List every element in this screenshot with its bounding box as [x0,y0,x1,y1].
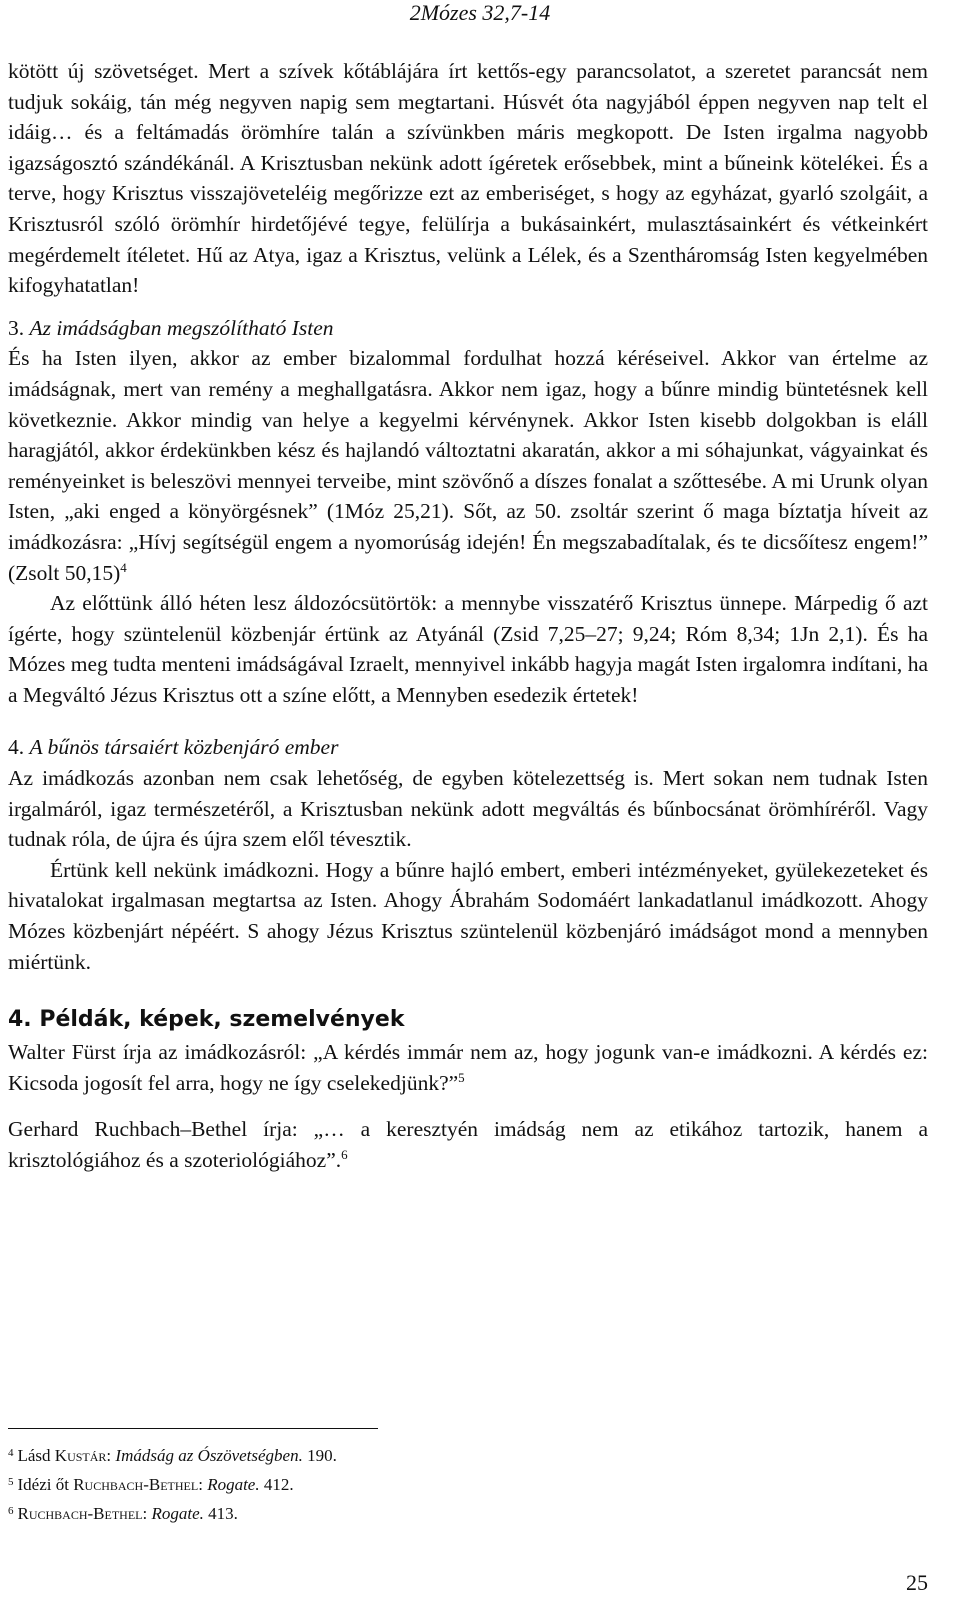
paragraph [8,343,928,588]
paragraph [8,588,928,710]
subsection-number: 4. [8,735,25,760]
footnote-ref[interactable]: 5 [458,1069,465,1085]
footnote-number: 5 [8,1476,14,1488]
paragraph-text: Gerhard Ruchbach–Bethel írja: „… a keresztyén imádság nem az etikához tartozik, hanem a krisztológiához és a szoteriológiához”. [8,1117,928,1172]
footnote-number: 4 [8,1447,14,1459]
paragraph [8,1114,928,1175]
paragraph [8,56,928,301]
page-number: 25 [906,1570,928,1595]
footnote-author: Kustár [54,1446,107,1465]
paragraph-text: kötött új szövetséget. Mert a szívek kőtáblájára írt kettős-egy parancsolatot, a szeretet parancsát nem tudjuk sokáig, tán még negyven napig sem megtartani. Húsvét óta nagyjából éppen negyven nap telt el idáig… és a feltámadás örömhíre talán a szívünkben máris megkopott. De Isten irgalma nagyobb igazságosztó szándékánál. A Krisztusban nekünk adott ígéretek erősebbek, mint a bűneink kötelékei. És a terve, hogy Krisztus visszajöveteléig megőrizze ezt az emberiséget, s hogy az egyházat, gyarló szolgáit, a Krisztusról szóló örömhír hirdetőjévé tegye, felülírja a bukásainkért, mulasztásainkért és vétkeinkért megérdemelt ítéletet. Hű az Atya, igaz a Krisztus, velünk a Lélek, és a Szentháromság Isten kegyelmében kifogyhatatlan! [8,59,928,298]
footnote-title: Imádság az Ószövetségben. [115,1446,303,1465]
footnote-number: 6 [8,1505,14,1517]
footnote-separator: : [198,1475,208,1494]
footnote-separator: : [106,1446,116,1465]
running-head: 2Mózes 32,7-14 [409,0,551,25]
section-heading: 4. Példák, képek, szemelvények [8,1007,405,1033]
footnote-separator: : [142,1504,152,1523]
footnote-ref[interactable]: 6 [341,1147,348,1162]
footnote [8,1498,908,1527]
paragraph-text: Értünk kell nekünk imádkozni. Hogy a bűnre hajló embert, emberi intézményeket, gyülekezeteket és hivatalokat irgalmasan megtartsa az Isten. Ahogy Ábrahám Sodomáért lankadatlanul imádkozott. Ahogy Mózes közbenjárt népéért. S ahogy Jézus Krisztus szüntelenül közbenjáró imádságot mond a mennyben miértünk. [8,857,928,974]
footnote-author: Ruchbach-Bethel [17,1504,143,1523]
footnote-page: 190. [302,1446,337,1465]
paragraph-text: Az előttünk álló héten lesz áldozócsütörtök: a mennybe visszatérő Krisztus ünnepe. Márpedig ő azt ígérte, hogy szüntelenül közbenjár értünk az Atyánál (Zsid 7,25–27; 9,24; Róm 8,34; 1Jn 2,1). És ha Mózes meg tudta menteni imádságával Izraelt, mennyivel inkább hagyja magát Isten irgalomra indítani, ha a Megváltó Jézus Krisztus ott a színe előtt, a Mennyben esedezik értetek! [8,591,928,707]
subsection-heading [8,313,928,344]
footnote [8,1469,908,1498]
paragraph [8,855,928,977]
paragraph [8,1037,928,1098]
body-text [8,56,928,1176]
paragraph-text: És ha Isten ilyen, akkor az ember bizalommal fordulhat hozzá kéréseivel. Akkor van értelme az imádságnak, mert van remény a meghallgatásra. Akkor nem igaz, hogy a bűnre mindig büntetésnek kell következnie. Akkor mindig van helye a kegyelmi kérvénynek. Akkor Isten kisebb dolgokban is eláll haragjától, akkor érdekünkben kész és hajlandó változtatni akaratán, akkor a mi sóhajunkat, vágyainkat és reményeinket is beleszövi mennyei terveibe, mint szövőnő a díszes fonalat a szőttesébe. A mi Urunk olyan Isten, „aki enged a könyörgésnek” (1Móz 25,21). Sőt, az 50. zsoltár szerint ő maga bíztatja híveit az imádkozásra: „Hívj segítségül engem a nyomorúság idején! Én megszabadítalak, és te dicsőítesz engem!” (Zsolt 50,15) [8,346,928,585]
subsection-heading [8,732,928,763]
subsection-title: Az imádságban megszólítható Isten [29,315,334,340]
footnote-title: Rogate. [151,1504,204,1523]
subsection-number: 3. [8,315,25,340]
footnote-page: 413. [203,1504,238,1523]
footnote-page: 412. [259,1475,294,1494]
footnote-author: Ruchbach-Bethel [73,1475,199,1494]
footnote-title: Rogate. [207,1475,260,1494]
paragraph-text: Walter Fürst írja az imádkozásról: „A kérdés immár nem az, hogy jogunk van-e imádkozni. A kérdés ez: Kicsoda jogosít fel arra, hogy ne így cselekedjünk?” [8,1040,928,1095]
footnote [8,1440,908,1469]
footnote-text: Lásd [17,1446,55,1465]
footnote-ref[interactable]: 4 [120,559,127,575]
footnotes [8,1440,908,1527]
footnote-divider [8,1428,378,1429]
paragraph-text: Az imádkozás azonban nem csak lehetőség, de egyben kötelezettség is. Mert sokan nem tudnak Isten irgalmáról, igaz természetéről, a Krisztusban nekünk adott megváltás és bűnbocsánat örömhíréről. Vagy tudnak róla, de újra és újra szem elől tévesztik. [8,766,928,852]
paragraph [8,763,928,855]
subsection-title: A bűnös társaiért közbenjáró ember [29,735,339,760]
footnote-text: Idézi őt [17,1475,74,1494]
